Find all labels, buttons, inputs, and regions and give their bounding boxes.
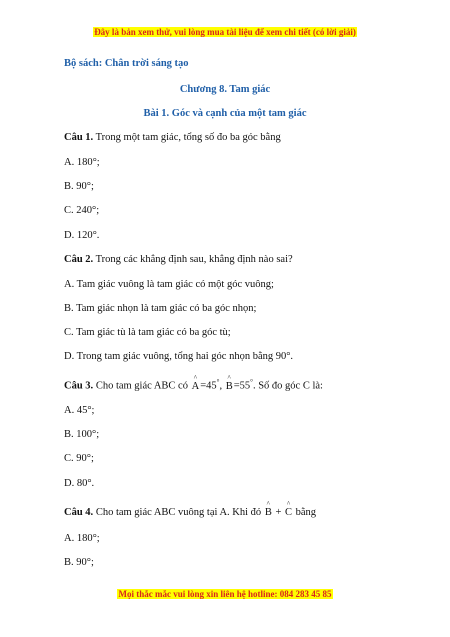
q3-option-b: B. 100°; <box>64 429 100 440</box>
q3-option-c: C. 90°; <box>64 453 94 464</box>
q1-option-d: D. 120°. <box>64 230 100 241</box>
chapter-title: Chương 8. Tam giác <box>179 84 271 95</box>
question-4-text: Cho tam giác ABC vuông tại A. Khi đó <box>95 507 262 518</box>
question-3-text-end: . Số đo góc C là: <box>252 380 323 392</box>
hotline-banner <box>0 589 450 599</box>
angle-c-symbol: ^ C <box>285 500 293 518</box>
q1-option-c: C. 240°; <box>64 205 100 216</box>
q4-option-a: A. 180°; <box>64 533 100 544</box>
q2-option-b: B. Tam giác nhọn là tam giác có ba góc nhọn; <box>64 303 257 314</box>
question-1-label: Câu 1. <box>64 132 94 143</box>
angle-b-symbol: ^ B <box>225 373 233 392</box>
angle-b-value: =55 <box>233 380 251 392</box>
q1-option-a: A. 180°; <box>64 157 100 168</box>
question-3: Câu 3. Cho tam giác ABC có ^ A=45°, ^ B=55°. Số đo góc C là: <box>64 373 323 392</box>
question-3-label: Câu 3. <box>64 380 94 392</box>
angle-b-symbol: ^ B <box>264 500 272 518</box>
book-series: Bộ sách: Chân trời sáng tạo <box>64 58 189 69</box>
q1-option-b: B. 90°; <box>64 181 94 192</box>
plus-sign: + <box>275 507 282 518</box>
question-3-text: Cho tam giác ABC có <box>95 380 188 392</box>
question-4 <box>64 500 317 518</box>
lesson-title: Bài 1. Góc và cạnh của một tam giác <box>143 108 307 119</box>
angle-a-symbol: ^ A <box>191 373 200 392</box>
q2-option-a: A. Tam giác vuông là tam giác có một góc vuông; <box>64 279 274 290</box>
question-4-label: Câu 4. <box>64 507 94 518</box>
question-2 <box>64 254 293 265</box>
q2-option-d: D. Trong tam giác vuông, tổng hai góc nhọn bằng 90°. <box>64 351 294 362</box>
hotline-banner-text: Mọi thắc mắc vui lòng xin liên hệ hotline: 084 283 45 85 <box>118 589 332 599</box>
question-2-label: Câu 2. <box>64 254 94 265</box>
preview-banner <box>0 27 450 37</box>
angle-a-value: =45 <box>200 380 217 392</box>
question-1-text: Trong một tam giác, tổng số đo ba góc bằng <box>95 132 281 143</box>
q3-option-d: D. 80°. <box>64 478 95 489</box>
preview-banner-text: Đây là bản xem thử, vui lòng mua tài liệu để xem chi tiết (có lời giải) <box>94 27 356 37</box>
q2-option-c: C. Tam giác tù là tam giác có ba góc tù; <box>64 327 231 338</box>
question-2-text: Trong các khẳng định sau, khẳng định nào sai? <box>95 254 293 265</box>
q4-option-b: B. 90°; <box>64 557 94 568</box>
question-1 <box>64 132 281 143</box>
question-4-text-end: bằng <box>295 507 317 518</box>
q3-option-a: A. 45°; <box>64 405 95 416</box>
